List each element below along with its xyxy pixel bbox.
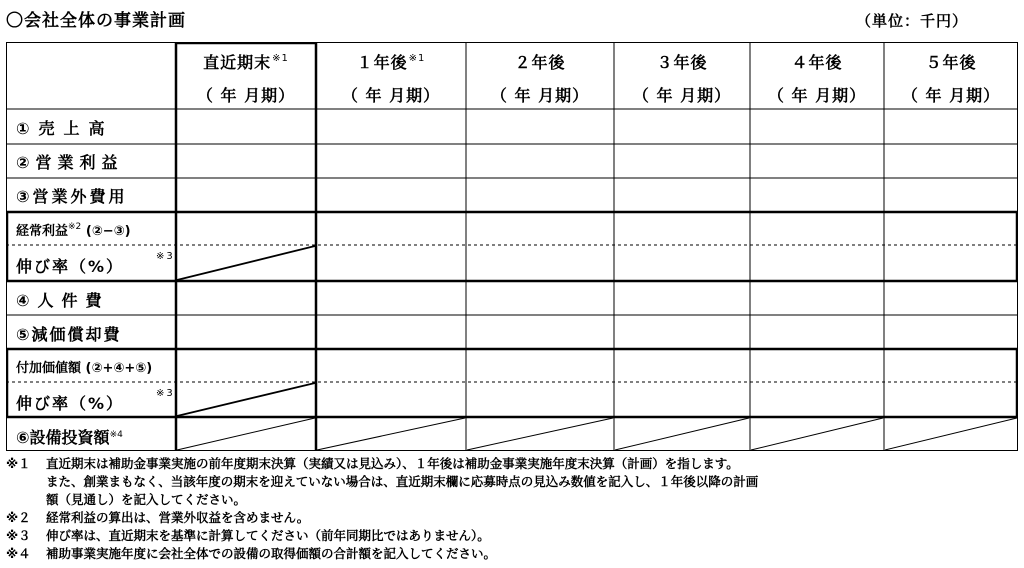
footnote-1: ※１ 直近期末は補助金事業実施の前年度期末決算（実績又は見込み）、１年後は補助金事業実施年度末決算（計画）を指します。 また、創業まもなく、当該年度の期末を迎えていない場合は、直近期末欄に応募時点の見込み数値を記入し、１年後以降の計画 額（見通し）を記入してください。 (6, 456, 759, 507)
column-header-year3: ３年後 （ 年 月期） (632, 53, 732, 105)
row-label-non-operating-expense: ③営業外費用 (16, 187, 128, 206)
row-label-capex: ⑥設備投資額$^{※4}$ (16, 428, 123, 447)
column-header-year4: ４年後 （ 年 月期） (767, 53, 867, 105)
column-header-year5: ５年後 （ 年 月期） (901, 53, 1001, 105)
row-label-operating-profit: ②営業利益 (16, 153, 124, 172)
row-label-value-added: 付加価値額 (②+④+⑤) (16, 361, 153, 376)
row-label-ordinary-profit: 経常利益$^{※2}$ (②−③) (16, 222, 131, 239)
unit-label: （単位：千円） (856, 12, 969, 30)
footnotes (6, 455, 1020, 563)
row-label-ordinary-growth: 伸び率（%） ※3 (16, 251, 175, 276)
row-label-depreciation: ⑤減価償却費 (16, 325, 122, 344)
column-header-year2: ２年後 （ 年 月期） (490, 53, 590, 105)
footnote-2: ※２ 経常利益の算出は、営業外収益を含めません。 (6, 510, 310, 525)
row-label-personnel: ④人件費 (16, 291, 110, 310)
footnote-4: ※４ 補助事業実施年度に会社全体での設備の取得価額の合計額を記入してください。 (6, 546, 497, 561)
column-header-latest: 直近期末$^{※1}$ （ 年 月期） (196, 53, 296, 105)
row-label-value-added-growth: 伸び率（%） ※3 (16, 388, 175, 413)
footnote-3: ※３ 伸び率は、直近期末を基準に計算してください（前年同期比ではありません）。 (6, 528, 490, 543)
business-plan-table (6, 42, 1018, 452)
page-title: 〇会社全体の事業計画 (6, 11, 186, 31)
column-header-year1: １年後$^{※1}$ （ 年 月期） (341, 53, 441, 105)
row-label-sales: ①売上高 (16, 119, 114, 138)
